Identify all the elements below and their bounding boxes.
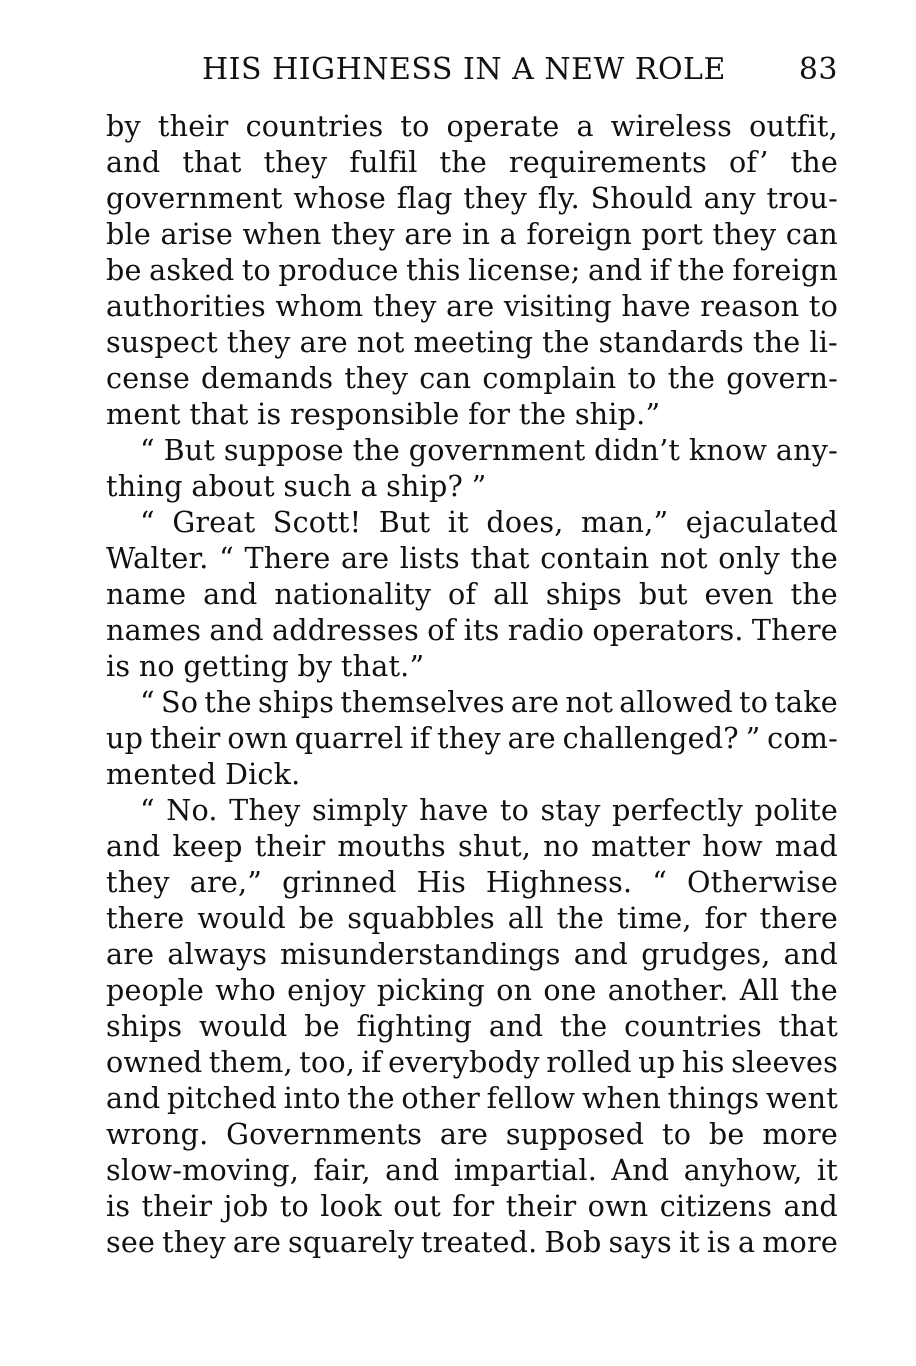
text-line: are always misunderstandings and grudges, and [106, 937, 838, 971]
text-line: government whose flag they fly. Should any trou- [106, 181, 838, 215]
text-line: there would be squabbles all the time, for there [106, 901, 838, 935]
body-text [106, 108, 838, 1260]
text-line: and pitched into the other fellow when things went [106, 1081, 838, 1115]
text-line: authorities whom they are visiting have reason to [106, 289, 838, 323]
text-line: be asked to produce this license; and if the foreign [106, 253, 838, 287]
text-line: ships would be fighting and the countries that [106, 1009, 838, 1043]
text-line: name and nationality of all ships but even the [106, 577, 838, 611]
text-line: mented Dick. [106, 757, 301, 791]
text-line: “ So the ships themselves are not allowed to take [140, 685, 838, 719]
page-number: 83 [798, 52, 838, 87]
text-line: “ No. They simply have to stay perfectly polite [140, 793, 838, 827]
running-title: HIS HIGHNESS IN A NEW ROLE [202, 52, 726, 87]
text-line: is their job to look out for their own citizens and [106, 1189, 838, 1223]
text-line: ment that is responsible for the ship.” [106, 397, 661, 431]
text-line: names and addresses of its radio operators. There [106, 613, 838, 647]
text-line: cense demands they can complain to the govern- [106, 361, 838, 395]
text-line: is no getting by that.” [106, 649, 425, 683]
text-line: they are,” grinned His Highness. “ Otherwise [106, 865, 838, 899]
text-line: thing about such a ship? ” [106, 469, 487, 503]
text-line: owned them, too, if everybody rolled up his sleeves [106, 1045, 838, 1079]
text-line: up their own quarrel if they are challenged? ” com- [106, 721, 838, 755]
text-line: by their countries to operate a wireless outfit, [106, 109, 838, 143]
text-line: people who enjoy picking on one another. All the [106, 973, 838, 1007]
text-line: see they are squarely treated. Bob says it is a more [106, 1225, 838, 1259]
text-line: Walter. “ There are lists that contain not only the [106, 541, 838, 575]
text-line: suspect they are not meeting the standards the li- [106, 325, 838, 359]
book-page [106, 52, 838, 1260]
text-line: wrong. Governments are supposed to be more [106, 1117, 838, 1151]
text-line: ble arise when they are in a foreign port they can [106, 217, 838, 251]
running-head [106, 52, 838, 96]
text-line: “ But suppose the government didn’t know any- [140, 433, 838, 467]
text-line: slow-moving, fair, and impartial. And anyhow, it [106, 1153, 838, 1187]
text-line: “ Great Scott! But it does, man,” ejaculated [140, 505, 838, 539]
text-line: and that they fulfil the requirements of’ the [106, 145, 838, 179]
text-line: and keep their mouths shut, no matter how mad [106, 829, 838, 863]
